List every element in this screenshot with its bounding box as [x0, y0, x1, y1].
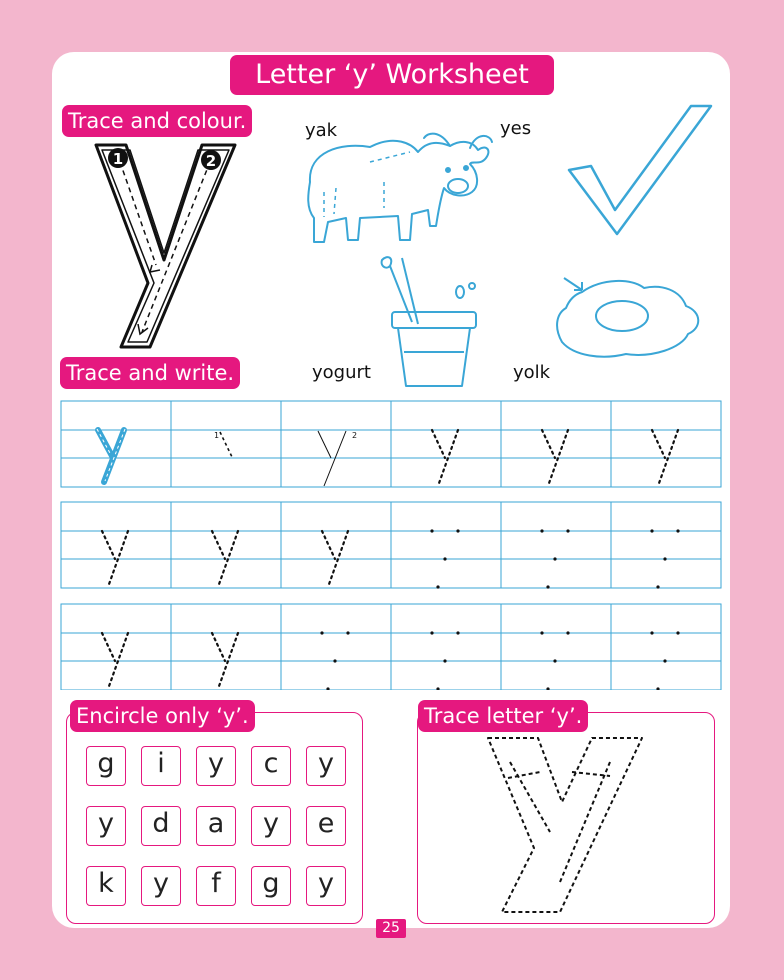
trace-colour-heading: Trace and colour.: [62, 105, 252, 137]
letter-tile[interactable]: y: [141, 866, 181, 906]
yogurt-icon[interactable]: [372, 252, 480, 392]
word-yolk: yolk: [513, 362, 551, 383]
letter-tile[interactable]: i: [141, 746, 181, 786]
big-letter-y-outline[interactable]: [90, 140, 250, 355]
letter-tile[interactable]: y: [251, 806, 291, 846]
stroke-number-1: 1: [112, 150, 124, 168]
letter-tile[interactable]: e: [306, 806, 346, 846]
practice-row-2: [61, 502, 721, 588]
letter-tile[interactable]: g: [86, 746, 126, 786]
encircle-heading: Encircle only ‘y’.: [70, 700, 255, 732]
letter-tile[interactable]: y: [86, 806, 126, 846]
letter-tile[interactable]: d: [141, 806, 181, 846]
letter-tile[interactable]: y: [306, 746, 346, 786]
trace-letter-heading: Trace letter ‘y’.: [418, 700, 588, 732]
grid-stroke-number-1: 1: [214, 431, 220, 440]
worksheet-title: Letter ‘y’ Worksheet: [230, 55, 554, 95]
letter-tile[interactable]: c: [251, 746, 291, 786]
letter-tile[interactable]: f: [196, 866, 236, 906]
letter-tile[interactable]: y: [306, 866, 346, 906]
letter-tile[interactable]: y: [196, 746, 236, 786]
letter-tile[interactable]: a: [196, 806, 236, 846]
checkmark-icon[interactable]: [565, 100, 715, 240]
page-number: 25: [376, 919, 406, 938]
word-yes: yes: [500, 118, 532, 139]
word-yak: yak: [305, 120, 338, 141]
stroke-number-2: 2: [205, 152, 217, 170]
trace-write-heading: Trace and write.: [60, 357, 240, 389]
fried-egg-icon[interactable]: [552, 276, 704, 362]
model-letter-y: [98, 430, 124, 482]
yak-icon[interactable]: [300, 122, 500, 247]
letter-tile[interactable]: k: [86, 866, 126, 906]
dotted-letter-y-outline[interactable]: [480, 732, 650, 917]
grid-stroke-number-2: 2: [352, 431, 358, 440]
letter-tile[interactable]: g: [251, 866, 291, 906]
word-yogurt: yogurt: [312, 362, 371, 383]
practice-row-3: [61, 604, 721, 690]
handwriting-practice-grid[interactable]: [60, 400, 722, 690]
practice-row-1: [61, 401, 721, 487]
